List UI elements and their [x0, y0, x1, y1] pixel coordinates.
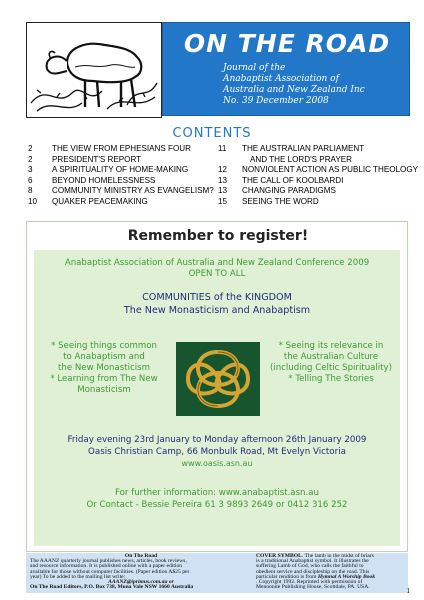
issue-number: No. 39 December 2008	[223, 96, 329, 106]
postal-address: On The Road Editors, P.O. Box 738, Mona Vale NSW 1660 Australia	[30, 584, 194, 591]
contents-left-column	[28, 144, 214, 208]
conference-right-points: * Seeing its relevance in the Australian Culture (including Celtic Spirituality) * Telling The Stories	[270, 341, 392, 384]
conference-advert	[26, 221, 408, 552]
cover-symbol-note: COVER SYMBOL. The lamb in the midst of briars is a traditional Anabaptist symbol. It illustrates the suffering Lamb of God, who calls the faithful to obedient service and discipleship on the road. This particular rendition is from Hymnal A Worship Book . Copyright 1992. Reprinted with permission of Mennonite Publishing House, Scottdale, PA. USA.	[256, 553, 376, 591]
contents-item[interactable]: 2 THE VIEW FROM EPHESIANS FOUR	[28, 144, 191, 153]
contents-item[interactable]: 12 NONVIOLENT ACTION AS PUBLIC THEOLOGY	[218, 165, 419, 175]
venue-website-link[interactable]: www.oasis.asn.au	[181, 459, 253, 468]
journal-title: ON THE ROAD	[183, 29, 391, 58]
lamb-logo	[26, 22, 162, 118]
further-information[interactable]: For further information: www.anabaptist.asn.au	[115, 488, 319, 498]
lamb-in-briars-icon	[27, 23, 161, 117]
contents-item[interactable]: 10 QUAKER PEACEMAKING	[28, 196, 148, 206]
register-heading: Remember to register!	[127, 228, 309, 244]
contents-item[interactable]: 15 SEEING THE WORD	[218, 196, 319, 206]
footer-info	[26, 553, 408, 593]
contents-item[interactable]: 8 COMMUNITY MINISTRY AS EVANGELISM?	[28, 186, 214, 196]
contents-heading: CONTENTS	[172, 126, 252, 141]
celtic-knot-image	[176, 342, 260, 416]
journal-subtitle-3: Australia and New Zealand Inc	[223, 85, 365, 95]
conference-dates: Friday evening 23rd January to Monday afternoon 26th January 2009	[67, 435, 367, 445]
contents-item[interactable]: 2 PRESIDENT'S REPORT	[28, 154, 142, 164]
conference-left-points: * Seeing things common to Anabaptism and the New Monasticism * Learning from The New Monasticism	[50, 341, 158, 395]
journal-info: On The Road The AAANZ quarterly journal publishes news, articles, book reviews, and resource information. It is published online with a paper edition available for those without computer facilities. (Paper edition A$25 per year) To be added to the mailing list write: AAANZ@iprimus.com.au or On The Road Editors, P.O. Box 738, Mona Vale NSW 1660 Australia	[30, 554, 252, 590]
page-number: 1	[406, 587, 410, 595]
conference-contact: Or Contact - Bessie Pereira 61 3 9893 2649 or 0412 316 252	[86, 500, 348, 510]
conference-title: COMMUNITIES of the KINGDOM	[142, 292, 292, 303]
contact-email[interactable]: AAANZ@iprimus.com.au or	[108, 579, 174, 586]
contents-item[interactable]: 11 THE AUSTRALIAN PARLIAMENT	[218, 144, 365, 153]
contents-item[interactable]: 13 CHANGING PARADIGMS	[218, 186, 336, 196]
contents-item[interactable]: 3 A SPIRITUALITY OF HOME-MAKING	[28, 165, 189, 175]
conference-venue: Oasis Christian Camp, 66 Monbulk Road, Mt Evelyn Victoria	[88, 447, 346, 457]
conference-association: Anabaptist Association of Australia and New Zealand Conference 2009	[64, 258, 370, 268]
journal-subtitle-1: Journal of the	[223, 63, 286, 73]
contents-item[interactable]: AND THE LORD'S PRAYER	[250, 154, 352, 164]
masthead	[162, 22, 410, 116]
celtic-knot-icon	[176, 342, 260, 416]
contents-right-column	[218, 144, 418, 208]
conference-open: OPEN TO ALL	[188, 269, 246, 279]
conference-details	[34, 250, 400, 546]
contents-item[interactable]: 13 THE CALL OF KOOLBARDI	[218, 175, 344, 185]
conference-theme: The New Monasticism and Anabaptism	[123, 305, 311, 316]
journal-subtitle-2: Anabaptist Association of	[223, 74, 339, 84]
contents-item[interactable]: 6 BEYOND HOMELESSNESS	[28, 175, 156, 185]
